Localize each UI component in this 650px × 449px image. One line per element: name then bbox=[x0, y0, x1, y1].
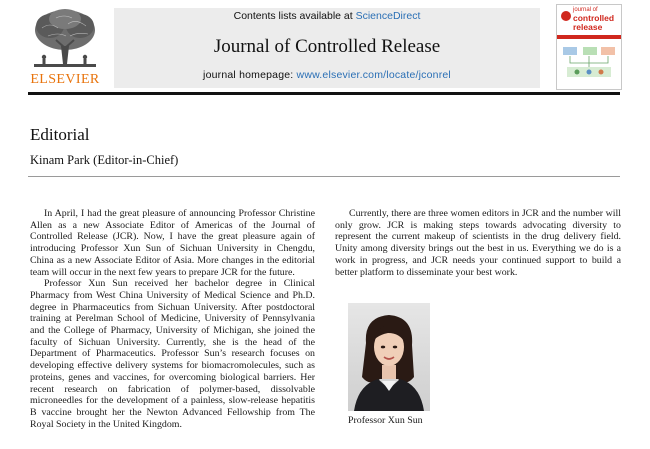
right-column bbox=[335, 208, 621, 278]
publisher-name: ELSEVIER bbox=[30, 72, 100, 87]
cover-graphic-icon bbox=[561, 43, 617, 83]
cover-small-text: journal of bbox=[573, 7, 598, 13]
portrait-caption: Professor Xun Sun bbox=[348, 415, 423, 426]
cover-badge-icon bbox=[561, 11, 571, 21]
author-portrait bbox=[348, 303, 430, 411]
cover-masthead bbox=[557, 5, 621, 35]
heading-divider bbox=[28, 176, 620, 177]
article-type-heading: Editorial bbox=[30, 125, 90, 144]
cover-band bbox=[557, 35, 621, 39]
body-paragraph: In April, I had the great pleasure of announcing Professor Christine Allen as a new Associate Editor of Americas of the Journal of Controlled Release (JCR). Now, I have the great pleasure again of introducing Professor Xun Sun of Sichuan University in Chengdu, China as a new Associate Editor of Asia. More changes in the editorial team will occur in the next few years to prepare JCR for the future. bbox=[30, 208, 315, 278]
contents-prefix: Contents lists available at bbox=[233, 10, 356, 22]
author-portrait-photo-icon bbox=[348, 303, 430, 411]
cover-title-line1: controlled bbox=[573, 13, 615, 23]
body-paragraph: Professor Xun Sun received her bachelor degree in Clinical Pharmacy from West China University of Medical Science and Ph.D. degree in Pharmaceutics from Sichuan University. After postdoctoral training at Perelman School of Medicine, University of Pennsylvania and the College of Pharmacy, University of Michigan, she joined the faculty of Sichuan University. Currently, she is the head of the Department of Pharmaceutics. Professor Sun’s research focuses on developing effective delivery systems for biomacromolecules, such as proteins, genes and vaccines, for overcoming biological barriers. Her recent research on fabrication of polymer-based, dissolvable microneedles for the development of a painless, slow-release hepatitis B vaccine brought her the Newton Advanced Fellowship from The Royal Society in the United Kingdom. bbox=[30, 278, 315, 430]
homepage-prefix: journal homepage: bbox=[203, 69, 297, 81]
cover-title-line2: release bbox=[573, 22, 603, 32]
contents-available-line bbox=[114, 10, 540, 22]
journal-homepage-link[interactable]: www.elsevier.com/locate/jconrel bbox=[296, 69, 451, 81]
journal-title: Journal of Controlled Release bbox=[213, 36, 441, 57]
body-paragraph: Currently, there are three women editors in JCR and the number will only grow. JCR is making steps towards advocating diversity to represent the current makeup of scientists in the drug delivery field. Unity among diversity brings out the best in us. Everything we do is a work in progress, and JCR needs your continued support to build a better platform to disseminate your best work. bbox=[335, 208, 621, 278]
journal-homepage-line bbox=[114, 69, 540, 81]
article-author: Kinam Park (Editor-in-Chief) bbox=[30, 153, 179, 167]
journal-banner bbox=[114, 8, 540, 88]
header-divider bbox=[28, 92, 620, 95]
sciencedirect-link[interactable]: ScienceDirect bbox=[355, 10, 421, 22]
journal-cover-thumbnail[interactable] bbox=[556, 4, 622, 90]
elsevier-tree-logo-icon bbox=[28, 6, 102, 72]
left-column bbox=[30, 208, 315, 430]
publisher-logo[interactable] bbox=[28, 6, 102, 88]
